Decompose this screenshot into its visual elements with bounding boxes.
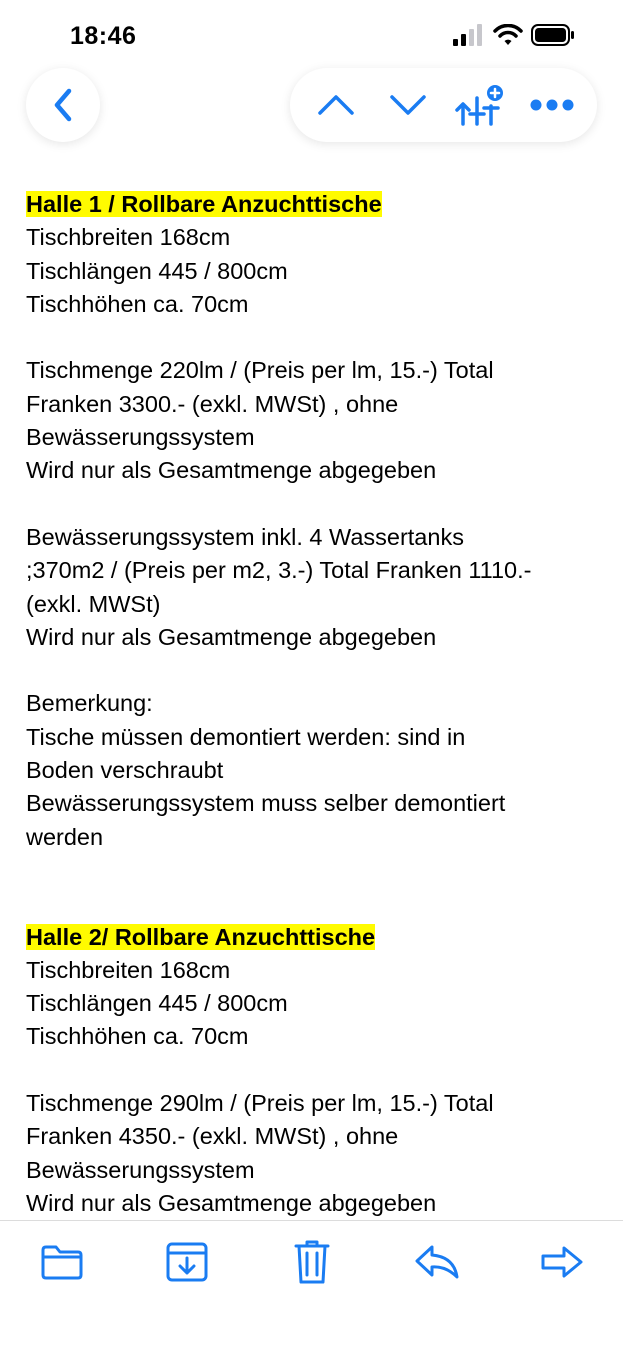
spec-line: Tischlängen 445 / 800cm <box>26 990 288 1017</box>
archive-icon <box>166 1242 208 1282</box>
back-button[interactable] <box>26 68 100 142</box>
folder-icon <box>40 1244 84 1280</box>
text-line: werden <box>26 823 104 850</box>
previous-message-button[interactable] <box>310 80 362 130</box>
text-line: Bewässerungssystem inkl. 4 Wassertanks <box>26 523 464 550</box>
section-heading: Halle 2/ Rollbare Anzuchttische <box>26 923 376 950</box>
chevron-down-icon <box>388 93 428 117</box>
spec-line: Tischbreiten 168cm <box>26 224 231 251</box>
status-bar <box>0 0 623 70</box>
text-line: Wird nur als Gesamtmenge abgegeben <box>26 1189 437 1216</box>
section-heading: Halle 1 / Rollbare Anzuchttische <box>26 191 382 217</box>
message-actions <box>290 68 597 142</box>
delete-button[interactable] <box>287 1237 337 1287</box>
chevron-up-icon <box>316 93 356 117</box>
text-line: Bewässerungssystem <box>26 424 255 451</box>
reply-icon <box>414 1244 460 1280</box>
text-line: Boden verschraubt <box>26 757 224 784</box>
spec-line: Tischbreiten 168cm <box>26 956 231 983</box>
status-icons <box>453 24 575 46</box>
move-to-folder-button[interactable] <box>37 1237 87 1287</box>
text-line: ;370m2 / (Preis per m2, 3.-) Total Franken 1110.- <box>26 557 532 584</box>
forward-button[interactable] <box>537 1237 587 1287</box>
spec-line: Tischhöhen ca. 70cm <box>26 290 249 317</box>
forward-icon <box>540 1245 584 1279</box>
reply-button[interactable] <box>412 1237 462 1287</box>
text-line: Wird nur als Gesamtmenge abgegeben <box>26 457 437 484</box>
trash-icon <box>294 1240 330 1284</box>
more-icon <box>530 99 574 111</box>
text-line: Franken 3300.- (exkl. MWSt) , ohne <box>26 390 399 417</box>
email-body <box>26 188 606 1220</box>
mail-navigation <box>0 68 623 144</box>
more-button[interactable] <box>526 80 578 130</box>
text-line: Tischmenge 290lm / (Preis per lm, 15.-) Total <box>26 1090 494 1117</box>
text-line: Wird nur als Gesamtmenge abgegeben <box>26 623 437 650</box>
signal-icon <box>453 24 485 46</box>
spec-line: Tischlängen 445 / 800cm <box>26 257 288 284</box>
bottom-toolbar <box>0 1220 623 1351</box>
chevron-left-icon <box>51 87 75 123</box>
text-line: Tischmenge 220lm / (Preis per lm, 15.-) Total <box>26 357 494 384</box>
text-line: (exkl. MWSt) <box>26 590 161 617</box>
battery-icon <box>531 24 575 46</box>
status-time: 18:46 <box>70 22 137 50</box>
filter-add-icon <box>455 84 505 126</box>
wifi-icon <box>493 24 523 46</box>
text-line: Bewässerungssystem <box>26 1156 255 1183</box>
text-line: Franken 4350.- (exkl. MWSt) , ohne <box>26 1123 399 1150</box>
text-line: Bemerkung: <box>26 690 153 717</box>
text-line: Tische müssen demontiert werden: sind in <box>26 723 466 750</box>
text-line: Bewässerungssystem muss selber demontiert <box>26 790 506 817</box>
filter-button[interactable] <box>454 80 506 130</box>
next-message-button[interactable] <box>382 80 434 130</box>
spec-line: Tischhöhen ca. 70cm <box>26 1023 249 1050</box>
archive-button[interactable] <box>162 1237 212 1287</box>
